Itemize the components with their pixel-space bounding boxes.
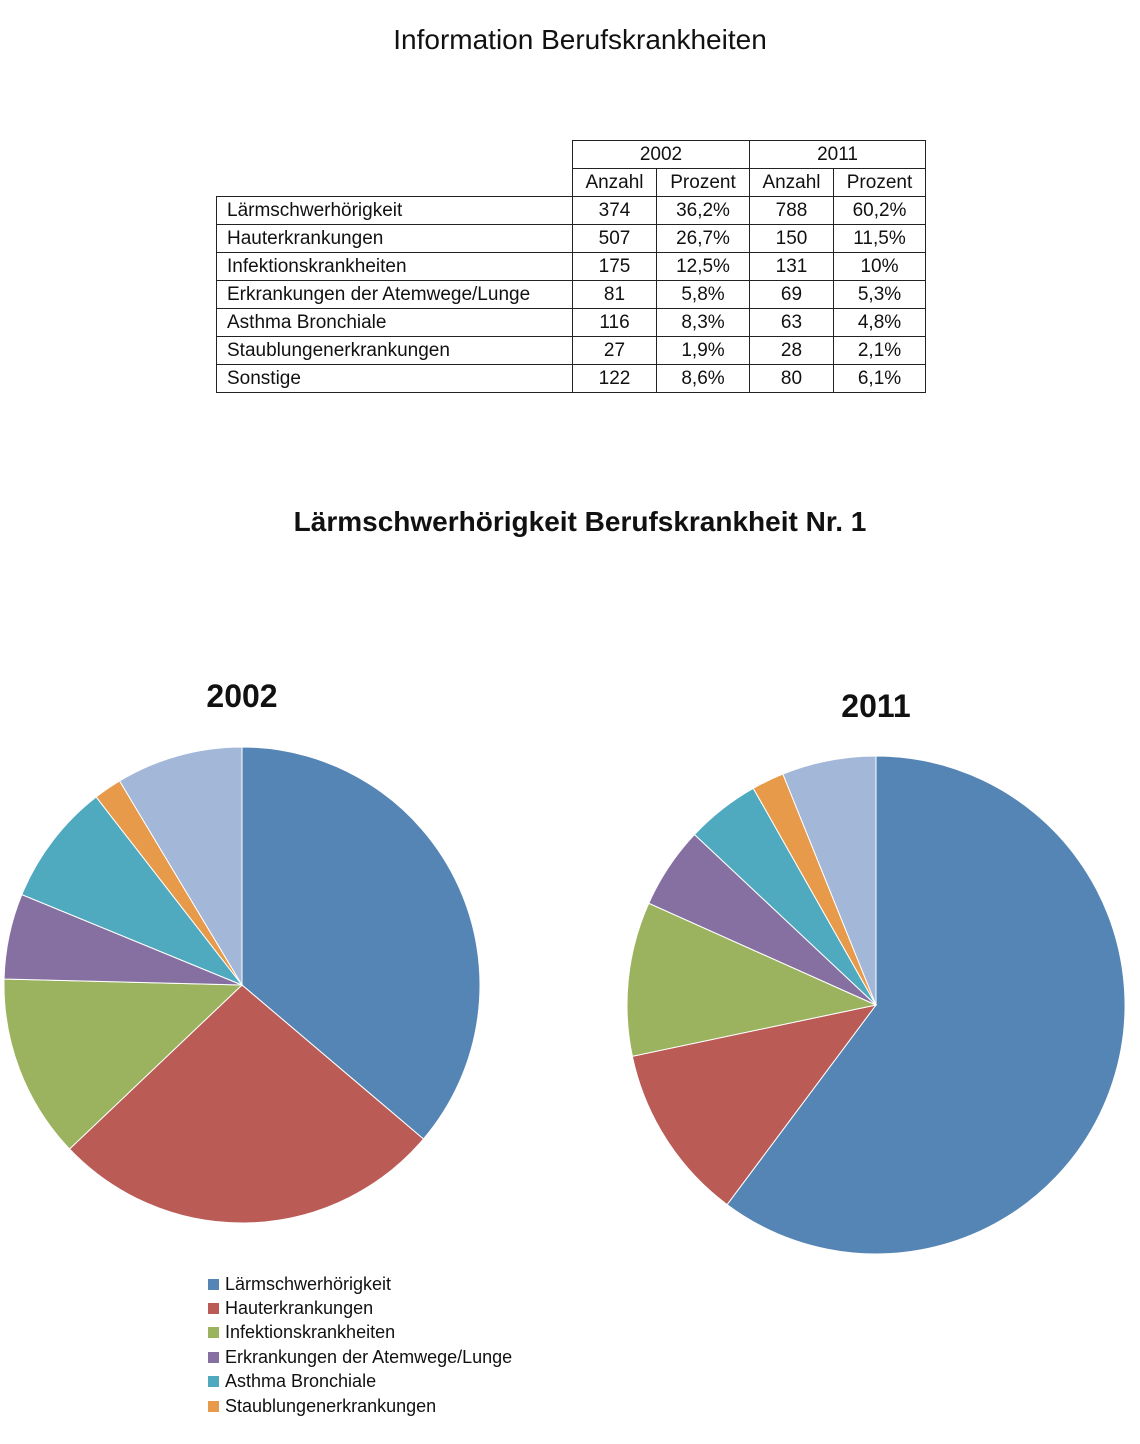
table-cell: 10% xyxy=(834,253,926,281)
table-cell: 4,8% xyxy=(834,309,926,337)
legend-label: Erkrankungen der Atemwege/Lunge xyxy=(225,1346,513,1367)
table-cell: 2,1% xyxy=(834,337,926,365)
subheader-prozent: Prozent xyxy=(834,169,926,197)
table-cell: 507 xyxy=(573,225,657,253)
legend-swatch xyxy=(208,1401,219,1412)
legend-item xyxy=(208,1272,512,1296)
legend-item xyxy=(208,1370,512,1394)
table-cell: 5,8% xyxy=(657,281,750,309)
subheader-prozent: Prozent xyxy=(657,169,750,197)
table-cell: 1,9% xyxy=(657,337,750,365)
table-cell: 28 xyxy=(750,337,834,365)
legend-label: Infektionskrankheiten xyxy=(225,1322,396,1343)
legend-label: Staublungenerkrankungen xyxy=(225,1395,437,1416)
table-cell: 6,1% xyxy=(834,365,926,393)
row-label: Staublungenerkrankungen xyxy=(217,337,573,365)
table-cell: 116 xyxy=(573,309,657,337)
row-label: Erkrankungen der Atemwege/Lunge xyxy=(217,281,573,309)
table-cell: 788 xyxy=(750,197,834,225)
subheader-anzahl: Anzahl xyxy=(573,169,657,197)
pie-title-2002: 2002 xyxy=(206,678,278,714)
table-cell: 12,5% xyxy=(657,253,750,281)
row-label: Asthma Bronchiale xyxy=(217,309,573,337)
legend-item xyxy=(208,1321,512,1345)
subheader-anzahl: Anzahl xyxy=(750,169,834,197)
legend-label: Asthma Bronchiale xyxy=(225,1371,377,1392)
legend-label: Lärmschwerhörigkeit xyxy=(225,1273,392,1294)
table-cell: 8,6% xyxy=(657,365,750,393)
chart-title: Lärmschwerhörigkeit Berufskrankheit Nr. 1 xyxy=(293,506,867,537)
table-cell: 27 xyxy=(573,337,657,365)
legend-label: Hauterkrankungen xyxy=(225,1298,374,1319)
table-cell: 374 xyxy=(573,197,657,225)
page-title: Information Berufskrankheiten xyxy=(393,24,767,55)
table-cell: 60,2% xyxy=(834,197,926,225)
row-label: Infektionskrankheiten xyxy=(217,253,573,281)
table-cell: 63 xyxy=(750,309,834,337)
table-cell: 11,5% xyxy=(834,225,926,253)
table-cell: 8,3% xyxy=(657,309,750,337)
legend-item xyxy=(208,1394,512,1418)
table-cell: 5,3% xyxy=(834,281,926,309)
pie-title-2011: 2011 xyxy=(841,688,911,724)
table-cell: 26,7% xyxy=(657,225,750,253)
legend-item xyxy=(208,1296,512,1320)
legend-swatch xyxy=(208,1376,219,1387)
table-cell: 36,2% xyxy=(657,197,750,225)
row-label: Hauterkrankungen xyxy=(217,225,573,253)
year-header-2002: 2002 xyxy=(573,141,750,169)
table-cell: 69 xyxy=(750,281,834,309)
legend-swatch xyxy=(208,1303,219,1314)
table-cell: 80 xyxy=(750,365,834,393)
row-label: Lärmschwerhörigkeit xyxy=(217,197,573,225)
table-cell: 131 xyxy=(750,253,834,281)
row-label: Sonstige xyxy=(217,365,573,393)
legend-swatch xyxy=(208,1327,219,1338)
table-cell: 150 xyxy=(750,225,834,253)
legend-swatch xyxy=(208,1279,219,1290)
table-cell: 175 xyxy=(573,253,657,281)
table-cell: 81 xyxy=(573,281,657,309)
year-header-2011: 2011 xyxy=(750,141,926,169)
legend-swatch xyxy=(208,1352,219,1363)
legend xyxy=(208,1272,512,1418)
table-cell: 122 xyxy=(573,365,657,393)
legend-item xyxy=(208,1345,512,1369)
